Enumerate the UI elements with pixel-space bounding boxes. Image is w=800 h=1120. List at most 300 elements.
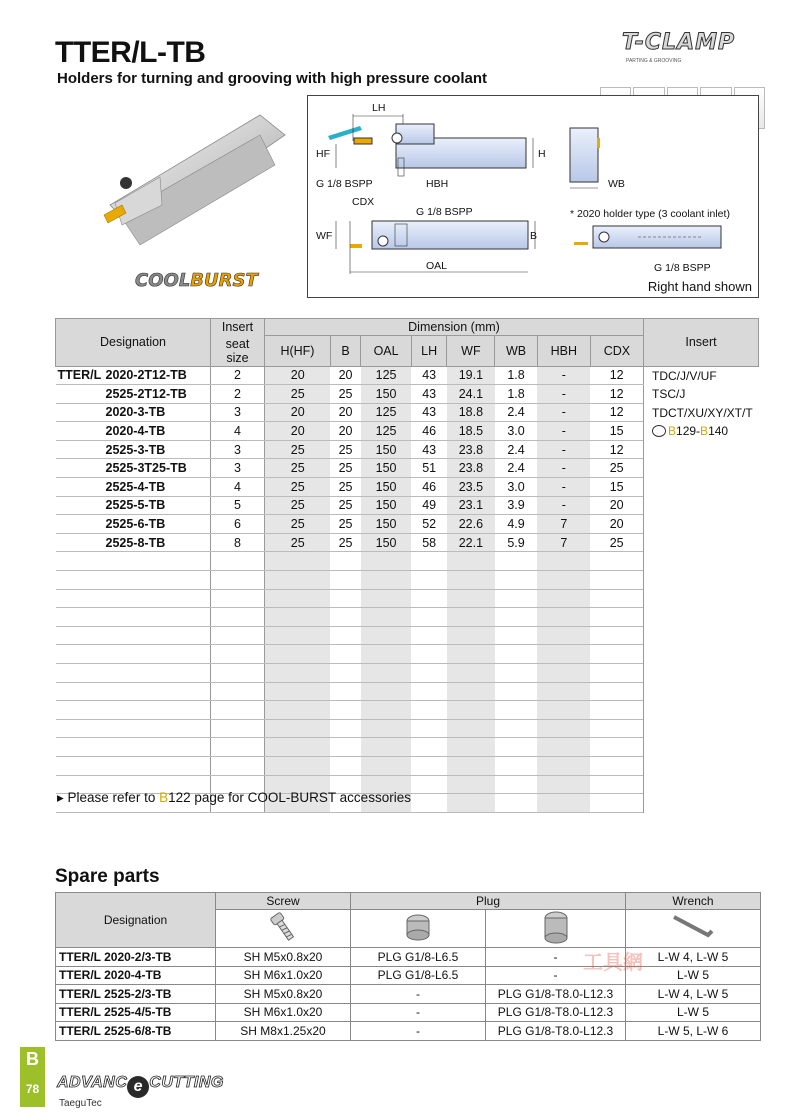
footer-brand-e: e — [127, 1076, 149, 1098]
spare-row — [56, 1003, 761, 1022]
dim-cell-h — [265, 682, 331, 701]
spare-col-plug: Plug — [351, 893, 626, 910]
magnifier-icon — [652, 425, 666, 437]
coolburst-a: COOL — [135, 270, 191, 291]
dim-cell-h — [265, 756, 331, 775]
ref-n1: 129- — [676, 424, 701, 438]
dim-cell-wb: 2.4 — [495, 440, 537, 459]
dim-cell-cdx: 12 — [590, 440, 643, 459]
dim-cell-wf: 18.5 — [447, 422, 495, 441]
dim-cell-wf — [447, 775, 495, 794]
designation-cell — [56, 701, 211, 720]
seat-cell: 4 — [211, 478, 265, 497]
plug-short-image — [351, 910, 486, 948]
dim-cell-cdx — [590, 664, 643, 683]
dim-cell-hbh: - — [537, 459, 590, 478]
dim-cell-h: 25 — [265, 440, 331, 459]
dim-cell-lh: 43 — [411, 366, 446, 385]
seat-cell — [211, 608, 265, 627]
designation-cell — [56, 385, 211, 404]
dim-cell-oal — [361, 571, 412, 590]
dim-cell-cdx — [590, 719, 643, 738]
spare-row — [56, 1022, 761, 1041]
dim-cell-wf: 23.1 — [447, 496, 495, 515]
dim-cell-hbh: 7 — [537, 515, 590, 534]
dim-cell-wf: 23.5 — [447, 478, 495, 497]
designation-cell — [56, 496, 211, 515]
dim-cell-b: 20 — [330, 403, 360, 422]
spare-plug-short: PLG G1/8-L6.5 — [351, 948, 486, 967]
dim-cell-h — [265, 719, 331, 738]
designation-code: 2525-8-TB — [105, 535, 166, 550]
dim-cell-lh — [411, 571, 446, 590]
dim-cell-wf — [447, 794, 495, 813]
col-h: H(HF) — [265, 336, 331, 367]
seat-cell: 2 — [211, 366, 265, 385]
spare-designation: TTER/L 2020-2/3-TB — [56, 948, 216, 967]
spare-plug-long: PLG G1/8-T8.0-L12.3 — [486, 985, 626, 1004]
label-wf: WF — [316, 230, 333, 242]
page-subtitle: Holders for turning and grooving with high pressure coolant — [57, 70, 488, 87]
coolburst-note — [57, 790, 411, 806]
dim-cell-wf: 22.1 — [447, 533, 495, 552]
dim-cell-wb — [495, 682, 537, 701]
dim-cell-cdx — [590, 571, 643, 590]
dim-cell-lh — [411, 626, 446, 645]
seat-cell — [211, 626, 265, 645]
spare-col-wrench: Wrench — [626, 893, 761, 910]
dim-cell-b: 20 — [330, 422, 360, 441]
designation-cell — [56, 645, 211, 664]
dim-cell-hbh: - — [537, 422, 590, 441]
dim-cell-oal: 125 — [361, 422, 412, 441]
dim-cell-oal — [361, 608, 412, 627]
designation-code: 2525-3-TB — [105, 442, 166, 457]
dim-cell-b: 25 — [330, 459, 360, 478]
dim-cell-lh — [411, 775, 446, 794]
designation-cell — [56, 589, 211, 608]
col-wb: WB — [495, 336, 537, 367]
dim-cell-hbh — [537, 775, 590, 794]
dim-cell-b — [330, 589, 360, 608]
dim-cell-hbh — [537, 664, 590, 683]
dim-cell-hbh — [537, 626, 590, 645]
dim-cell-b — [330, 756, 360, 775]
designation-code: 2525-5-TB — [105, 498, 166, 513]
dim-cell-b: 20 — [330, 366, 360, 385]
technical-drawing — [307, 95, 759, 298]
spare-plug-short: - — [351, 1022, 486, 1041]
dim-cell-cdx: 12 — [590, 403, 643, 422]
dim-cell-hbh: 7 — [537, 533, 590, 552]
dim-cell-wf — [447, 608, 495, 627]
seat-cell: 8 — [211, 533, 265, 552]
dim-cell-wf: 18.8 — [447, 403, 495, 422]
seat-cell: 3 — [211, 403, 265, 422]
note-pre: ▸ Please refer to — [57, 790, 160, 805]
seat-cell: 4 — [211, 422, 265, 441]
spare-col-screw: Screw — [216, 893, 351, 910]
dim-cell-b — [330, 571, 360, 590]
dim-cell-lh: 58 — [411, 533, 446, 552]
coolburst-logo — [135, 270, 258, 291]
dim-cell-oal: 125 — [361, 366, 412, 385]
spare-designation: TTER/L 2525-2/3-TB — [56, 985, 216, 1004]
dim-cell-hbh — [537, 701, 590, 720]
spare-wrench: L-W 5 — [626, 966, 761, 985]
dim-cell-cdx: 20 — [590, 515, 643, 534]
seat-cell — [211, 571, 265, 590]
page-number: 78 — [25, 1082, 40, 1096]
insert-type: TSC/J — [652, 387, 686, 401]
dim-cell-b — [330, 664, 360, 683]
spare-wrench: L-W 5 — [626, 1003, 761, 1022]
right-hand-note: Right hand shown — [647, 279, 752, 294]
col-wf: WF — [447, 336, 495, 367]
dim-cell-wf: 19.1 — [447, 366, 495, 385]
spare-wrench: L-W 4, L-W 5 — [626, 948, 761, 967]
dim-cell-b: 25 — [330, 440, 360, 459]
coolburst-b: BURST — [190, 270, 258, 291]
dim-cell-cdx — [590, 645, 643, 664]
dim-cell-hbh — [537, 794, 590, 813]
dim-cell-cdx — [590, 794, 643, 813]
spare-row — [56, 966, 761, 985]
spare-plug-short: - — [351, 985, 486, 1004]
spare-col-designation: Designation — [56, 893, 216, 948]
dim-cell-lh — [411, 701, 446, 720]
label-oal: OAL — [426, 260, 448, 272]
dim-cell-hbh: - — [537, 440, 590, 459]
dim-cell-wb — [495, 775, 537, 794]
seat-cell — [211, 552, 265, 571]
designation-code: 2525-6-TB — [105, 517, 166, 532]
page-title: TTER/L-TB — [55, 36, 206, 69]
designation-code: 2020-4-TB — [105, 424, 166, 439]
dim-cell-lh — [411, 589, 446, 608]
ref-b2: B — [700, 424, 709, 438]
designation-cell — [56, 533, 211, 552]
dim-cell-oal — [361, 589, 412, 608]
screw-icon — [263, 911, 303, 943]
designation-code: 2020-2T12-TB — [105, 368, 187, 383]
label-hbh: HBH — [426, 178, 449, 190]
dim-cell-wf: 22.6 — [447, 515, 495, 534]
dim-cell-wf: 23.8 — [447, 459, 495, 478]
dim-cell-lh — [411, 664, 446, 683]
dim-cell-hbh: - — [537, 403, 590, 422]
dim-cell-wf: 24.1 — [447, 385, 495, 404]
dim-cell-lh: 49 — [411, 496, 446, 515]
seat-cell — [211, 756, 265, 775]
designation-cell — [56, 403, 211, 422]
seat-cell — [211, 682, 265, 701]
dim-cell-wf — [447, 552, 495, 571]
brand-text: T-CLAMP — [622, 30, 736, 55]
dim-cell-wf — [447, 664, 495, 683]
designation-code: 2525-2T12-TB — [105, 386, 187, 401]
dim-cell-wb: 3.0 — [495, 422, 537, 441]
table-row — [56, 366, 759, 385]
dim-cell-lh — [411, 682, 446, 701]
dim-cell-h — [265, 571, 331, 590]
dim-cell-oal: 150 — [361, 478, 412, 497]
dim-cell-b: 25 — [330, 496, 360, 515]
spare-plug-long: - — [486, 966, 626, 985]
dim-cell-h: 25 — [265, 533, 331, 552]
dim-cell-oal — [361, 626, 412, 645]
dim-cell-wb — [495, 738, 537, 757]
dim-cell-hbh — [537, 571, 590, 590]
dim-cell-wb: 1.8 — [495, 385, 537, 404]
dim-cell-h — [265, 645, 331, 664]
spare-screw: SH M5x0.8x20 — [216, 985, 351, 1004]
dim-cell-h — [265, 701, 331, 720]
designation-cell — [56, 756, 211, 775]
dim-cell-wb: 3.0 — [495, 478, 537, 497]
dim-cell-b — [330, 701, 360, 720]
dim-cell-lh — [411, 608, 446, 627]
label-bspp-mid: G 1/8 BSPP — [416, 206, 473, 218]
brand-subtext: PARTING & GROOVING — [626, 58, 682, 64]
designation-cell — [56, 626, 211, 645]
col-cdx: CDX — [590, 336, 643, 367]
tclamp-logo — [622, 30, 762, 66]
designation-cell — [56, 459, 211, 478]
note-post: 122 page for COOL-BURST accessories — [168, 790, 411, 805]
label-bspp-top: G 1/8 BSPP — [316, 178, 373, 190]
dim-cell-wb — [495, 589, 537, 608]
dim-cell-wb: 3.9 — [495, 496, 537, 515]
dim-cell-lh — [411, 645, 446, 664]
dim-cell-b: 25 — [330, 478, 360, 497]
spare-parts-title: Spare parts — [55, 866, 160, 887]
dimension-table — [55, 318, 759, 813]
dim-cell-lh — [411, 756, 446, 775]
dim-cell-oal: 125 — [361, 403, 412, 422]
dim-cell-b — [330, 719, 360, 738]
dim-cell-h: 20 — [265, 366, 331, 385]
dim-cell-h — [265, 608, 331, 627]
dim-cell-oal: 150 — [361, 515, 412, 534]
dim-cell-h — [265, 626, 331, 645]
dim-cell-hbh: - — [537, 496, 590, 515]
note-b: B — [159, 790, 169, 805]
spare-screw: SH M8x1.25x20 — [216, 1022, 351, 1041]
seat-cell: 5 — [211, 496, 265, 515]
insert-type: TDCT/XU/XY/XT/T — [652, 405, 753, 420]
dim-cell-hbh — [537, 738, 590, 757]
dim-cell-b — [330, 552, 360, 571]
dim-cell-hbh — [537, 645, 590, 664]
dim-cell-cdx — [590, 701, 643, 720]
spare-row — [56, 948, 761, 967]
spare-wrench: L-W 4, L-W 5 — [626, 985, 761, 1004]
spare-row — [56, 985, 761, 1004]
dim-cell-wf — [447, 682, 495, 701]
dim-cell-lh — [411, 719, 446, 738]
dim-cell-oal — [361, 682, 412, 701]
section-letter: B — [26, 1049, 39, 1069]
dim-cell-wb — [495, 626, 537, 645]
seat-cell — [211, 664, 265, 683]
dim-cell-oal — [361, 756, 412, 775]
col-b: B — [330, 336, 360, 367]
dim-cell-oal — [361, 664, 412, 683]
dim-cell-lh: 46 — [411, 478, 446, 497]
plug-long-image — [486, 910, 626, 948]
dim-cell-h: 25 — [265, 385, 331, 404]
section-tab — [20, 1047, 45, 1107]
dim-cell-oal — [361, 701, 412, 720]
wrench-image — [626, 910, 761, 948]
designation-cell — [56, 478, 211, 497]
seat-cell — [211, 738, 265, 757]
dim-cell-wb — [495, 608, 537, 627]
dim-cell-wf — [447, 589, 495, 608]
spare-plug-long: PLG G1/8-T8.0-L12.3 — [486, 1022, 626, 1041]
plug-long-icon — [538, 910, 574, 944]
dim-cell-h: 20 — [265, 422, 331, 441]
dim-cell-wb: 2.4 — [495, 403, 537, 422]
dim-cell-lh: 43 — [411, 385, 446, 404]
dim-cell-h: 25 — [265, 515, 331, 534]
dim-cell-b — [330, 626, 360, 645]
ref-n2: 140 — [708, 424, 729, 438]
dim-cell-wb: 2.4 — [495, 459, 537, 478]
dim-cell-cdx: 25 — [590, 533, 643, 552]
dim-cell-h — [265, 589, 331, 608]
designation-cell — [56, 719, 211, 738]
designation-cell — [56, 366, 211, 385]
dim-cell-b: 25 — [330, 533, 360, 552]
spare-designation: TTER/L 2525-4/5-TB — [56, 1003, 216, 1022]
label-b: B — [530, 230, 538, 242]
dim-cell-cdx: 25 — [590, 459, 643, 478]
insert-type: TDC/J/V/UF — [652, 368, 717, 383]
dim-cell-cdx: 20 — [590, 496, 643, 515]
dim-cell-wb — [495, 552, 537, 571]
spare-plug-long: PLG G1/8-T8.0-L12.3 — [486, 1003, 626, 1022]
footer-company: TaeguTec — [59, 1098, 102, 1109]
dim-cell-wb — [495, 701, 537, 720]
dim-cell-hbh — [537, 756, 590, 775]
dim-cell-oal: 150 — [361, 496, 412, 515]
designation-cell — [56, 664, 211, 683]
dim-cell-cdx: 15 — [590, 478, 643, 497]
dim-cell-wf — [447, 701, 495, 720]
spare-plug-short: PLG G1/8-L6.5 — [351, 966, 486, 985]
dim-cell-b: 25 — [330, 385, 360, 404]
dim-cell-lh: 43 — [411, 440, 446, 459]
designation-cell — [56, 738, 211, 757]
dim-cell-cdx — [590, 589, 643, 608]
designation-code: 2525-4-TB — [105, 479, 166, 494]
dim-cell-cdx: 15 — [590, 422, 643, 441]
dim-cell-b — [330, 645, 360, 664]
seat-cell: 3 — [211, 440, 265, 459]
dim-cell-wb — [495, 571, 537, 590]
dim-cell-cdx — [590, 738, 643, 757]
col-seat-2: seat size — [211, 336, 265, 367]
designation-prefix: TTER/L — [57, 368, 102, 383]
dim-cell-hbh — [537, 682, 590, 701]
dim-cell-b — [330, 608, 360, 627]
dim-cell-cdx — [590, 608, 643, 627]
dim-cell-b — [330, 682, 360, 701]
label-bspp-right: G 1/8 BSPP — [654, 262, 711, 274]
note-2020: * 2020 holder type (3 coolant inlet) — [570, 208, 730, 220]
label-hf: HF — [316, 148, 330, 160]
spare-screw: SH M6x1.0x20 — [216, 966, 351, 985]
dim-cell-wb — [495, 756, 537, 775]
seat-cell — [211, 589, 265, 608]
plug-short-icon — [400, 911, 436, 943]
dim-cell-hbh: - — [537, 366, 590, 385]
dim-cell-wb — [495, 794, 537, 813]
dim-cell-wb — [495, 664, 537, 683]
spare-plug-short: - — [351, 1003, 486, 1022]
dim-cell-oal — [361, 552, 412, 571]
dim-cell-oal: 150 — [361, 459, 412, 478]
dim-cell-lh — [411, 738, 446, 757]
insert-cell — [644, 366, 759, 812]
dim-cell-b — [330, 738, 360, 757]
dim-cell-wf: 23.8 — [447, 440, 495, 459]
ref-b1: B — [668, 424, 677, 438]
dim-cell-cdx — [590, 682, 643, 701]
dim-cell-lh: 43 — [411, 403, 446, 422]
spare-designation: TTER/L 2020-4-TB — [56, 966, 216, 985]
dim-cell-oal: 150 — [361, 440, 412, 459]
dim-cell-lh — [411, 552, 446, 571]
col-oal: OAL — [361, 336, 412, 367]
dim-cell-h: 25 — [265, 478, 331, 497]
designation-code: 2020-3-TB — [105, 405, 166, 420]
advancecutting-logo — [57, 1074, 224, 1109]
dim-cell-wf — [447, 756, 495, 775]
col-lh: LH — [411, 336, 446, 367]
dim-cell-b: 25 — [330, 515, 360, 534]
dim-cell-h: 25 — [265, 496, 331, 515]
spare-screw: SH M5x0.8x20 — [216, 948, 351, 967]
seat-cell: 2 — [211, 385, 265, 404]
designation-cell — [56, 422, 211, 441]
dim-cell-h: 25 — [265, 459, 331, 478]
spare-plug-long: - — [486, 948, 626, 967]
dim-cell-oal — [361, 645, 412, 664]
dim-cell-wf — [447, 645, 495, 664]
dim-cell-hbh — [537, 589, 590, 608]
seat-cell — [211, 719, 265, 738]
dim-cell-wf — [447, 738, 495, 757]
screw-image — [216, 910, 351, 948]
dim-cell-cdx: 12 — [590, 366, 643, 385]
label-wb: WB — [608, 178, 625, 190]
dim-cell-h — [265, 552, 331, 571]
col-seat-1: Insert — [211, 319, 265, 336]
designation-cell — [56, 571, 211, 590]
col-dimension: Dimension (mm) — [265, 319, 644, 336]
wrench-icon — [668, 911, 718, 943]
dim-cell-cdx — [590, 552, 643, 571]
designation-cell — [56, 682, 211, 701]
dim-cell-lh: 51 — [411, 459, 446, 478]
dim-cell-hbh: - — [537, 478, 590, 497]
insert-reference — [652, 422, 757, 441]
dim-cell-wb — [495, 645, 537, 664]
dim-cell-h — [265, 664, 331, 683]
